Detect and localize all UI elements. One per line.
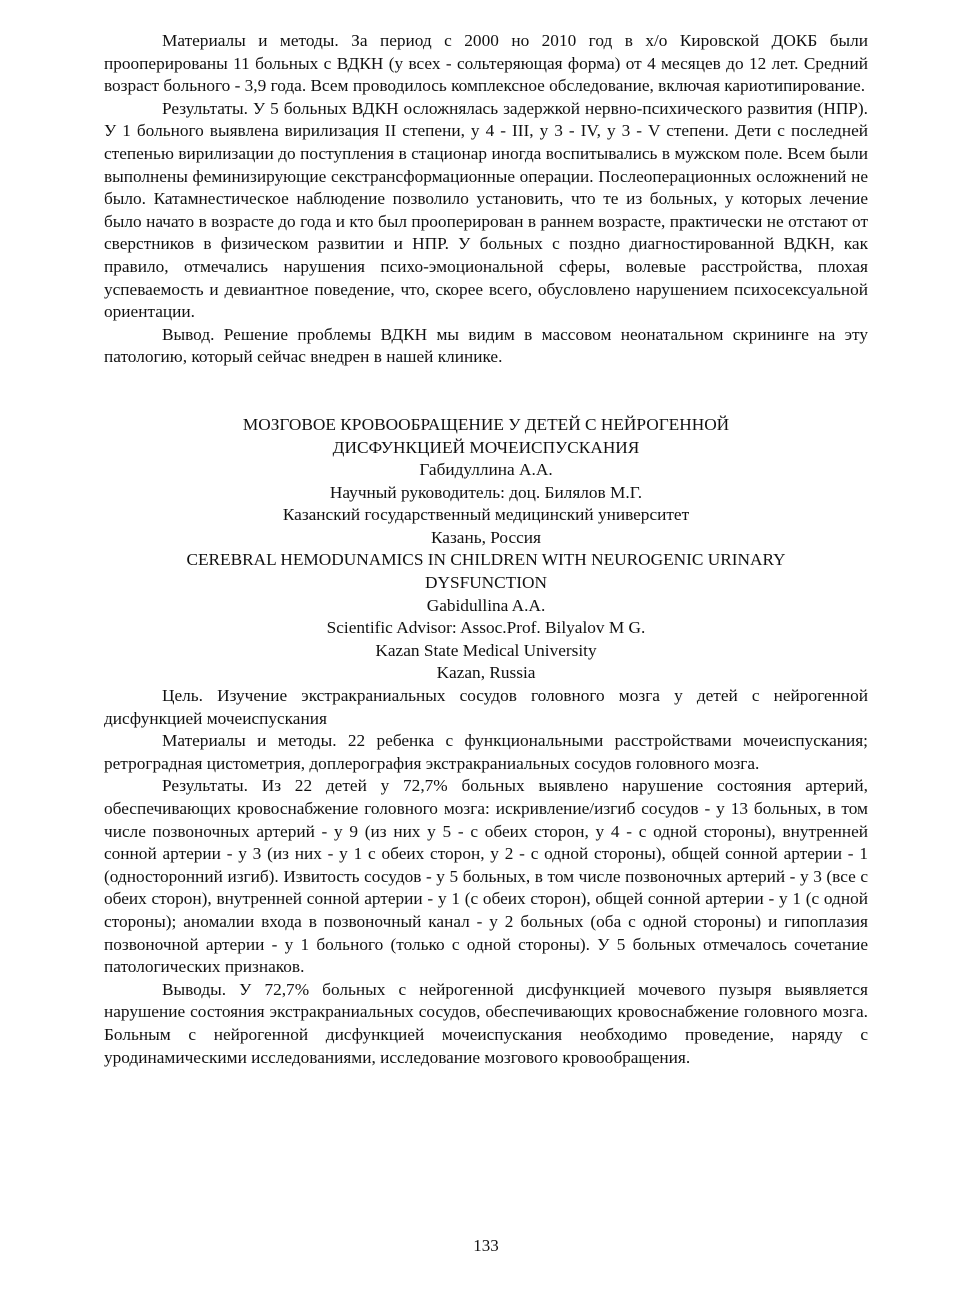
author-ru: Габидуллина А.А.: [419, 460, 553, 480]
title-en-line1: CEREBRAL HEMODUNAMICS IN CHILDREN WITH NEUROGENIC URINARY: [186, 550, 786, 570]
prev-article-conclusion: Вывод. Решение проблемы ВДКН мы видим в массовом неонатальном скрининге на эту патологию, который сейчас внедрен в нашей клинике.: [104, 324, 868, 367]
university-en: Kazan State Medical University: [375, 640, 597, 660]
article-conclusions: Выводы. У 72,7% больных с нейрогенной дисфункцией мочевого пузыря выявляется нарушение состояния экстракраниальных сосудов, обеспечивающих кровоснабжение головного мозга. Больным с нейрогенной дисфункцией мочеиспускания необходимо проведение, наряду с уродинамическими исследованиями, исследование мозгового кровообращения.: [104, 979, 868, 1067]
prev-article-methods: Материалы и методы. За период с 2000 но 2010 год в х/о Кировской ДОКБ были прооперированы 11 больных с ВДКН (у всех - сольтеряющая форма) от 4 месяцев до 12 лет. Средний возраст больного - 3,9 года. Всем проводилось комплексное обследование, включая кариотипирование.: [104, 31, 868, 96]
article-header: [104, 414, 868, 685]
title-en-line2: DYSFUNCTION: [425, 573, 547, 593]
page-number: 133: [473, 1236, 499, 1255]
article-aim: Цель. Изучение экстракраниальных сосудов головного мозга у детей с нейрогенной дисфункцией мочеиспускания: [104, 686, 868, 728]
section-gap: [104, 369, 868, 414]
title-ru-line1: МОЗГОВОЕ КРОВООБРАЩЕНИЕ У ДЕТЕЙ С НЕЙРОГЕННОЙ: [242, 414, 730, 434]
advisor-en: Scientific Advisor: Assoc.Prof. Bilyalov M G.: [326, 618, 646, 638]
author-en: Gabidullina A.A.: [426, 595, 546, 615]
city-ru: Казань, Россия: [430, 527, 542, 547]
city-en: Kazan, Russia: [436, 663, 536, 683]
prev-article-results: Результаты. У 5 больных ВДКН осложнялась задержкой нервно-психического развития (НПР). У 1 больного выявлена вирилизация II степени, у 4 - III, у 3 - IV, у 3 - V степени. Дети с последней степенью вирилизации до поступления в стационар иногда воспитывались в мужском поле. Всем были выполнены феминизирующие секстрансформационные операции. Послеоперационных осложнений не было. Катамнестическое наблюдение позволило установить, что те из больных, у которых лечение было начато в возрасте до года и кто был прооперирован в раннем возрасте, практически не отстают от сверстников в физическом развитии и НПР. У больных с поздно диагностированной ВДКН, как правило, отмечались нарушения психо-эмоциональной сферы, волевые расстройства, плохая успеваемость и девиантное поведение, что, скорее всего, обусловлено нарушением психосексуальной ориентации.: [104, 98, 868, 322]
article-results: Результаты. Из 22 детей у 72,7% больных выявлено нарушение состояния артерий, обеспечивающих кровоснабжение головного мозга: искривление/изгиб сосудов - у 13 больных, в том числе позвоночных артерий - у 9 (из них у 5 - с обеих сторон, у 4 - с одной стороны), внутренней сонной артерии - у 3 (из них - у 1 с обеих сторон, у 2 - с одной стороны), общей сонной артерии - 1 (односторонний изгиб). Извитость сосудов - у 5 больных, в том числе позвоночных артерий - у 3 (все с обеих сторон), внутренней сонной артерии - у 1 (с обеих сторон), общей сонной артерии - у 1 (с одной стороны); аномалии входа в позвоночный канал - у 2 больных (оба с одной стороны) и гипоплазия позвоночной артерии - у 1 больного (только с одной стороны). У 5 больных отмечалось сочетание патологических признаков.: [104, 776, 868, 977]
university-ru: Казанский государственный медицинский университет: [282, 505, 690, 525]
article-methods: Материалы и методы. 22 ребенка с функциональными расстройствами мочеиспускания; ретроградная цистометрия, доплерография экстракраниальных сосудов головного мозга.: [104, 731, 868, 773]
advisor-ru: Научный руководитель: доц. Билялов М.Г.: [329, 482, 643, 502]
title-ru-line2: ДИСФУНКЦИЕЙ МОЧЕИСПУСКАНИЯ: [332, 437, 640, 457]
page-content: [104, 30, 868, 1069]
